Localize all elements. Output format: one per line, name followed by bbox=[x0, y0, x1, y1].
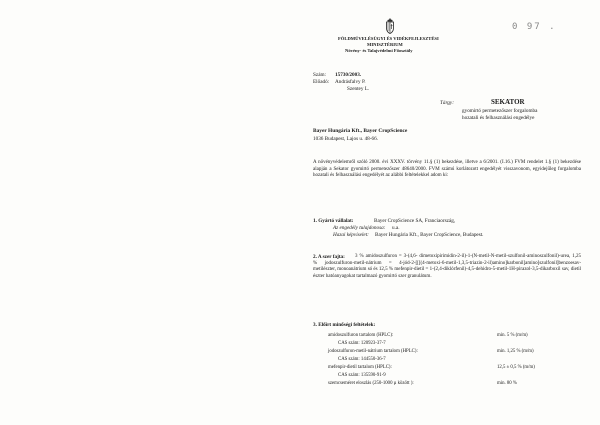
document-stamp: 0 97 . bbox=[512, 22, 557, 32]
section1-title: 1. Gyártó vállalat: bbox=[313, 218, 354, 224]
coat-of-arms-icon bbox=[384, 18, 396, 34]
owner-value: u.a. bbox=[392, 225, 400, 231]
officer-label: Előadó: bbox=[313, 79, 330, 85]
department-name: Növény- és Talajvédelmi Főosztály bbox=[345, 48, 413, 53]
quality-row-label: CAS szám: 144550-36-7 bbox=[338, 357, 386, 362]
owner-label: Az engedély tulajdonosa: bbox=[333, 225, 386, 231]
importer-value: Bayer Hungária Kft., Bayer CropScience, Budapest. bbox=[375, 232, 484, 238]
quality-row-label: mefenpir-dietil tartalom (HPLC): bbox=[328, 365, 392, 370]
quality-row-value: 12,5 ± 0,5 % (m/m) bbox=[497, 365, 535, 370]
quality-row-label: CAS szám: 120923-37-7 bbox=[338, 341, 386, 346]
officer-name-1: Andrásfalvy P. bbox=[335, 79, 366, 85]
quality-row-label: amidoszulfuron tartalom (HPLC): bbox=[328, 333, 394, 338]
importer-label: Hazai képviselet: bbox=[333, 232, 369, 238]
addressee-company: Bayer Hungária Kft., Bayer CropScience bbox=[313, 128, 408, 134]
subject-label: Tárgy: bbox=[440, 100, 454, 106]
number-label: Szám: bbox=[313, 72, 326, 78]
intro-paragraph: A növényvédelemről szóló 2000. évi XXXV. törvény 11.§ (1) bekezdése, illetve a 6/2001. (I.16.) FVM rendelet 1.§ (1) bekezdése alapján a Sekator gyomirtó permetezőszer 48640/2000. FVM számú korlátozott engedélyét visszavonom, egyidejűleg forgalomba hozatali és felhasználási engedélyét az alábbi feltételekkel adom ki: bbox=[313, 160, 581, 179]
subject-line2: hozatali és felhasználási engedélye bbox=[462, 115, 535, 121]
number-value: 15730/2003. bbox=[335, 72, 362, 78]
section2-title: 2. A szer fajta: bbox=[313, 254, 345, 260]
quality-row-value: min. 5 % (m/m) bbox=[497, 333, 528, 338]
subject-product: SEKATOR bbox=[491, 98, 525, 106]
quality-row-value: min. 1,25 % (m/m) bbox=[497, 349, 534, 354]
subject-line1: gyomirtó permetezőszer forgalomba bbox=[462, 108, 538, 114]
quality-row-label: szemcseméret eloszlás (250-1000 µ között ): bbox=[328, 381, 414, 386]
officer-name-2: Szentey L. bbox=[347, 86, 370, 92]
quality-row-label: CAS szám: 135590-91-9 bbox=[338, 373, 386, 378]
ministry-name-line1: FÖLDMŰVELÉSÜGYI ÉS VIDÉKFEJLESZTÉSI bbox=[338, 36, 439, 41]
quality-row-label: jodoszulfuron-metil-nátrium tartalom (HPLC): bbox=[328, 349, 418, 354]
section3-title: 3. Előírt minőségi feltételek: bbox=[313, 322, 376, 328]
section2-text: 3 % amidoszulfuron = 3-(4,6- dimetoxipirimidin-2-il)-1-(N-metil-N-metil-szulfonil-aminoszulfonil)-urea, 1,25 % jodoszulfuron-metil-nátrium = 4-jód-2-[[[(4-metoxi-6-metil-1,3,5-triazin-2-il)amino]karbonil]amino]szulfonil]benzoesav-metilészter, monoanátrium só és 12,5 % mefenpir-dietil = 1-(2,4-diklórfenil)-4,5-dehidro-5-metil-1H-pirazol-3,5-dikarboxil sav, dietil észter hatóanyagokat tartalmazó gyomirtó szer granulátum. bbox=[313, 254, 581, 279]
section1-value: Bayer CropScience SA, Franciaország, bbox=[374, 218, 456, 224]
ministry-name-line2: MINISZTÉRIUM bbox=[367, 42, 403, 47]
addressee-address: 1036 Budapest, Lajos u. 48-66. bbox=[313, 136, 378, 142]
quality-row-value: min. 80 % bbox=[497, 381, 517, 386]
